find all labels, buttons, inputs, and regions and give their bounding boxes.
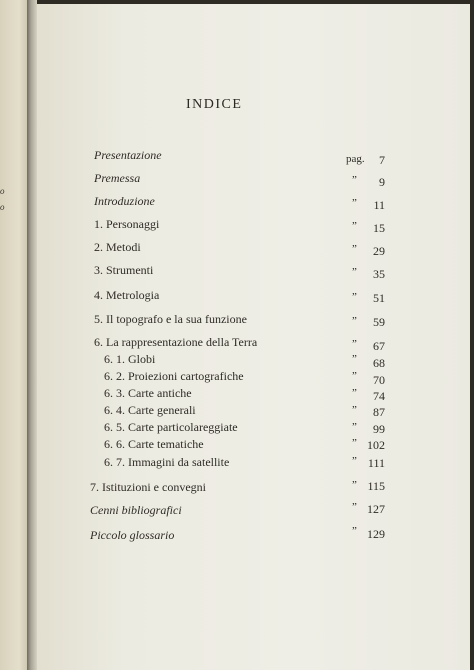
toc-page-number: 15 xyxy=(373,221,385,235)
ditto-mark: ” xyxy=(352,353,357,365)
toc-entry xyxy=(0,335,474,351)
ditto-mark: ” xyxy=(352,501,357,513)
ditto-mark: ” xyxy=(352,197,357,209)
toc-entry xyxy=(0,503,474,519)
toc-page-prefix: pag. xyxy=(346,153,365,165)
left-page-fragment: o xyxy=(0,202,5,212)
ditto-mark: ” xyxy=(352,437,357,449)
toc-label: 7. Istituzioni e convegni xyxy=(90,480,206,494)
ditto-mark: ” xyxy=(352,291,357,303)
toc-label: 6. La rappresentazione della Terra xyxy=(94,335,258,349)
toc-page-number: 59 xyxy=(373,315,385,329)
ditto-mark: ” xyxy=(352,220,357,232)
toc-subentry xyxy=(0,403,474,419)
toc-entry xyxy=(0,217,474,233)
toc-label: 6. 2. Proiezioni cartografiche xyxy=(104,369,244,383)
toc-label: 6. 4. Carte generali xyxy=(104,403,196,417)
toc-subentry xyxy=(0,437,474,453)
toc-label: Presentazione xyxy=(94,148,162,162)
toc-entry xyxy=(0,148,474,167)
toc-subentry xyxy=(0,352,474,368)
toc-page-number: 87 xyxy=(373,405,385,419)
ditto-mark: ” xyxy=(352,479,357,491)
ditto-mark: ” xyxy=(352,174,357,186)
toc-page-number: 51 xyxy=(373,291,385,305)
ditto-mark: ” xyxy=(352,243,357,255)
toc-label: 6. 5. Carte particolareggiate xyxy=(104,420,238,434)
toc-entry xyxy=(0,480,474,496)
toc-page-number: 9 xyxy=(379,175,385,189)
toc-entry xyxy=(0,240,474,256)
toc-page-number: 74 xyxy=(373,389,385,403)
toc-label: 4. Metrologia xyxy=(94,288,160,302)
toc-label: 3. Strumenti xyxy=(94,263,154,277)
toc-entry xyxy=(0,312,474,328)
ditto-mark: ” xyxy=(352,315,357,327)
index-title: INDICE xyxy=(186,97,243,112)
toc-subentry xyxy=(0,420,474,436)
toc-page-number: 7 xyxy=(379,153,385,167)
toc-subentry xyxy=(0,386,474,402)
toc-entry xyxy=(0,171,474,187)
toc-page-number: 99 xyxy=(373,422,385,436)
toc-label: Premessa xyxy=(94,171,141,185)
toc-label: Piccolo glossario xyxy=(90,528,175,542)
toc-entry xyxy=(0,288,474,304)
toc-label: Cenni bibliografici xyxy=(90,503,182,517)
ditto-mark: ” xyxy=(352,266,357,278)
toc-page-number: 129 xyxy=(367,527,385,541)
toc-label: 6. 3. Carte antiche xyxy=(104,386,192,400)
toc-page-number: 115 xyxy=(367,479,385,493)
toc-subentry xyxy=(0,455,474,471)
toc-page-number: 67 xyxy=(373,339,385,353)
toc-label: 6. 6. Carte tematiche xyxy=(104,437,204,451)
toc-entry xyxy=(0,525,474,544)
toc-subentry xyxy=(0,369,474,385)
ditto-mark: ” xyxy=(352,455,357,467)
left-page-fragment: o xyxy=(0,186,5,196)
ditto-mark: ” xyxy=(352,421,357,433)
toc-label: 2. Metodi xyxy=(94,240,141,254)
toc-label: 6. 1. Globi xyxy=(104,352,156,366)
ditto-mark: ” xyxy=(352,404,357,416)
toc-page-number: 127 xyxy=(367,502,385,516)
toc-page-number: 70 xyxy=(373,373,385,387)
toc-page-number: 35 xyxy=(373,267,385,281)
toc-label: 1. Personaggi xyxy=(94,217,160,231)
ditto-mark: ” xyxy=(352,338,357,350)
ditto-mark: ” xyxy=(352,525,357,537)
toc-label: 5. Il topografo e la sua funzione xyxy=(94,312,247,326)
toc-page-number: 11 xyxy=(373,198,385,212)
ditto-mark: ” xyxy=(352,370,357,382)
toc-page-number: 29 xyxy=(373,244,385,258)
toc-page-number: 68 xyxy=(373,356,385,370)
toc-entry xyxy=(0,194,474,210)
toc-page-number: 102 xyxy=(367,438,385,452)
toc-page-number: 111 xyxy=(367,456,385,470)
toc-label: 6. 7. Immagini da satellite xyxy=(104,455,230,469)
toc-entry xyxy=(0,263,474,279)
ditto-mark: ” xyxy=(352,387,357,399)
toc-label: Introduzione xyxy=(94,194,155,208)
